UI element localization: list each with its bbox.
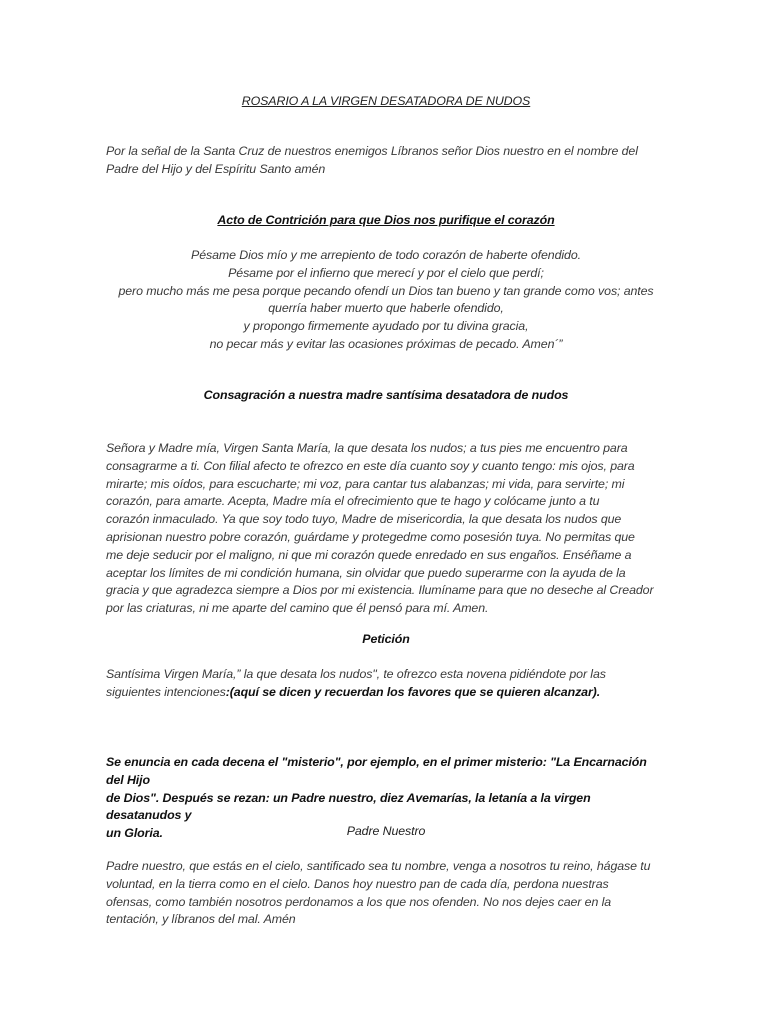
consecration-line: aceptar los límites de mi condición humana, sin olvidar que puedo superarme con la ayuda de la — [106, 565, 626, 580]
instruction-line: Se enuncia en cada decena el "misterio", por ejemplo, en el primer misterio: "La Encarnación del Hijo — [106, 755, 647, 787]
petition-line — [106, 684, 666, 702]
contrition-line: pero mucho más me pesa porque pecando ofendí un Dios tan bueno y tan grande como vos; antes — [118, 283, 654, 298]
contrition-prayer — [106, 247, 666, 354]
contrition-line: Pésame por el infierno que merecí y por el cielo que perdí; — [228, 265, 544, 280]
contrition-line: y propongo firmemente ayudado por tu divina gracia, — [243, 319, 529, 334]
contrition-line: Pésame Dios mío y me arrepiento de todo corazón de haberte ofendido. — [191, 248, 581, 262]
consecration-heading: Consagración a nuestra madre santísima desatadora de nudos — [203, 388, 569, 402]
our-father-line: Padre nuestro, que estás en el cielo, santificado sea tu nombre, venga a nosotros tu reino, hágase tu — [106, 859, 651, 873]
contrition-line: no pecar más y evitar las ocasiones próximas de pecado. Amen´” — [209, 336, 563, 351]
consecration-line: mirarte; mis oídos, para escucharte; mi voz, para cantar tus alabanzas; mi vida, para servirte; mi — [106, 476, 625, 491]
our-father-line: tentación, y líbranos del mal. Amén — [106, 912, 296, 927]
document-title: ROSARIO A LA VIRGEN DESATADORA DE NUDOS — [241, 94, 531, 108]
consecration-line: corazón inmaculado. Ya que soy todo tuyo, Madre de misericordia, la que desata los nudos que — [106, 512, 622, 527]
consecration-line: me deje seducir por el maligno, ni que mi corazón quede enredado en sus engaños. Enséñame a — [106, 547, 632, 562]
consecration-prayer — [106, 440, 666, 618]
petition-text — [106, 666, 666, 702]
consecration-line: aprisionan nuestro pobre corazón, guárdame y protegedme como posesión tuya. No permitas que — [106, 529, 635, 544]
instruction-line: de Dios". Después se rezan: un Padre nuestro, diez Avemarías, la letanía a la virgen desatanudos y — [106, 790, 591, 823]
contrition-line: querría haber muerto que haberle ofendido, — [268, 301, 504, 316]
consecration-line: corazón, para amarte. Acepta, Madre mía el ofrecimiento que te hago y colócame junto a tu — [106, 494, 600, 509]
our-father-prayer — [106, 858, 666, 929]
consecration-line: por las criaturas, ni me aparte del camino que él pensó para mí. Amen. — [106, 601, 489, 616]
our-father-heading: Padre Nuestro — [346, 824, 426, 838]
consecration-line: Señora y Madre mía, Virgen Santa María, la que desata los nudos; a tus pies me encuentro para — [106, 441, 628, 455]
our-father-line: voluntad, en la tierra como en el cielo. Danos hoy nuestro pan de cada día, perdona nuestras — [106, 876, 609, 891]
petition-line: Santísima Virgen María,” la que desata los nudos", te ofrezco esta novena pidiéndote por las — [106, 667, 606, 681]
opening-line: Padre del Hijo y del Espíritu Santo amén — [106, 161, 326, 176]
opening-line: Por la señal de la Santa Cruz de nuestros enemigos Líbranos señor Dios nuestro en el nombre del — [106, 144, 638, 158]
petition-plain: siguientes intenciones — [106, 684, 226, 699]
instruction-line: un Gloria. — [106, 826, 163, 841]
consecration-line: consagrarme a ti. Con filial afecto te ofrezco en este día cuanto soy y cuanto tengo: mis ojos, para — [106, 458, 635, 473]
opening-prayer — [106, 143, 666, 179]
petition-intentions: :(aquí se dicen y recuerdan los favores que se quieren alcanzar). — [225, 684, 601, 699]
petition-heading: Petición — [362, 632, 410, 646]
contrition-heading: Acto de Contrición para que Dios nos purifique el corazón — [217, 213, 555, 227]
consecration-line: gracia y que agradezca siempre a Dios por mi existencia. Ilumíname para que no deseche al Creador — [106, 583, 654, 598]
our-father-line: ofensas, como también nosotros perdonamos a los que nos ofenden. No nos dejes caer en la — [106, 894, 612, 909]
